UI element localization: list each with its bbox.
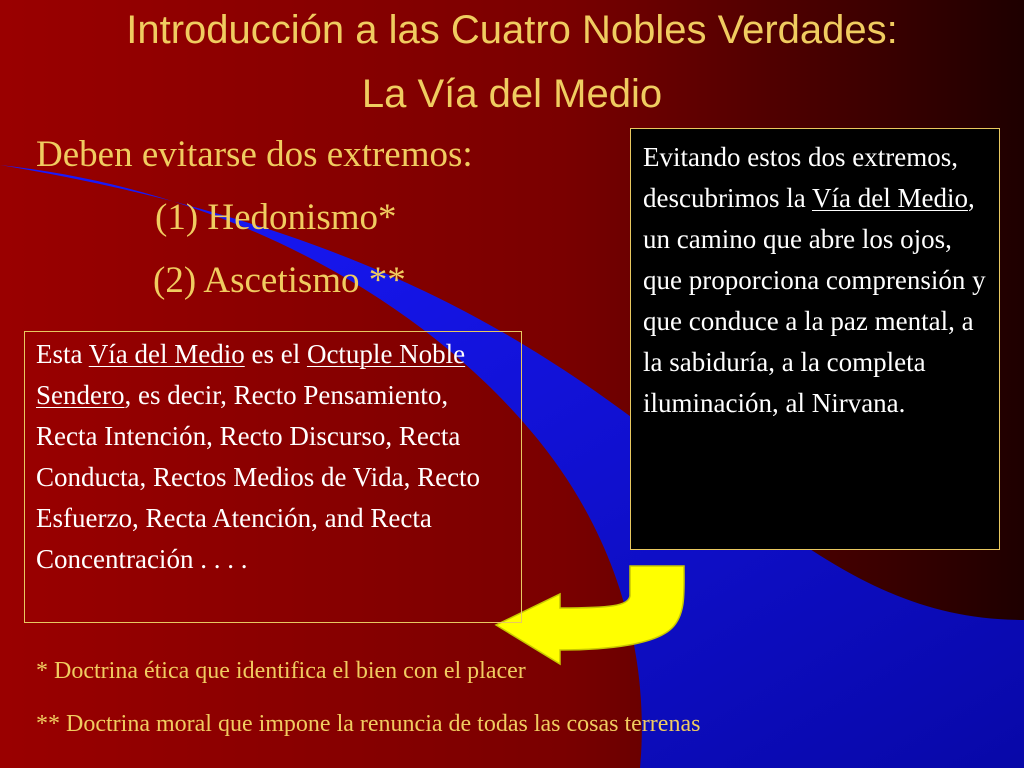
middle-way-box bbox=[24, 331, 522, 623]
slide-title-line-2: La Vía del Medio bbox=[361, 72, 663, 116]
via-del-medio-link: Vía del Medio bbox=[88, 339, 245, 369]
middle-way-text-1: Esta bbox=[36, 339, 89, 369]
extreme-ascetism: (2) Ascetismo ** bbox=[153, 260, 406, 301]
footnote-hedonism: * Doctrina ética que identifica el bien con el placer bbox=[36, 658, 526, 684]
avoiding-extremes-box bbox=[630, 128, 1000, 550]
middle-way-text bbox=[36, 334, 515, 580]
avoiding-text-2: , un camino que abre los ojos, que proporciona comprensión y que conduce a la paz mental, a la sabiduría, a la completa iluminación, al Nirvana. bbox=[643, 183, 986, 418]
extremes-heading: Deben evitarse dos extremos: bbox=[36, 134, 473, 175]
avoiding-extremes-text bbox=[643, 137, 991, 424]
avoiding-text-1: Evitando estos dos extremos, descubrimos la bbox=[643, 142, 958, 213]
via-del-medio-underlined: Vía del Medio bbox=[811, 183, 968, 213]
middle-way-text-2: es el bbox=[244, 339, 307, 369]
slide-title-line-1: Introducción a las Cuatro Nobles Verdades: bbox=[126, 8, 898, 52]
middle-way-text-3: , es decir, Recto Pensamiento, Recta Intención, Recto Discurso, Recta Conducta, Rectos Medios de Vida, Recto Esfuerzo, Recta Atención, and Recta Concentración . . . . bbox=[36, 380, 481, 574]
footnote-ascetism: ** Doctrina moral que impone la renuncia de todas las cosas terrenas bbox=[36, 711, 701, 737]
extreme-hedonism: (1) Hedonismo* bbox=[155, 197, 397, 238]
octuple-noble-sendero-link: Octuple Noble Sendero bbox=[36, 339, 466, 410]
